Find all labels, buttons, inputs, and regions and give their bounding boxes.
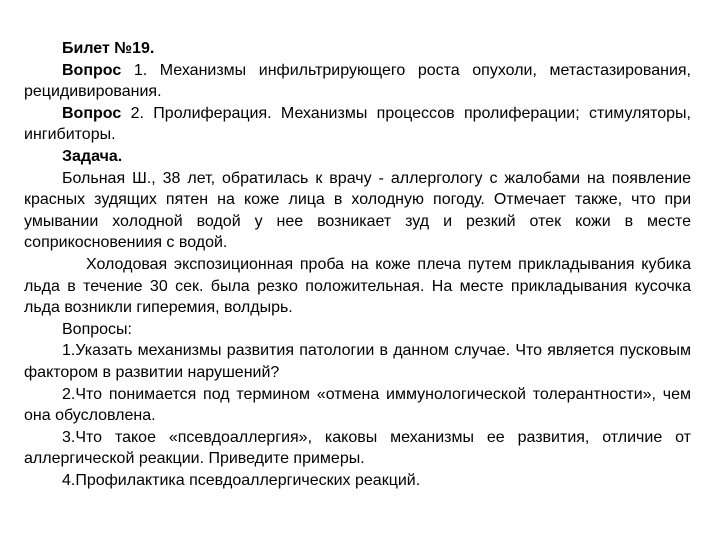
question-item-4: 4.Профилактика псевдоаллергических реакций. [62, 471, 421, 489]
task-paragraph-2: Холодовая экспозиционная проба на коже плеча путем прикладывания кубика льда в течение 30 сек. была резко положительная. На месте прикладывания кусочка льда возникли гиперемия, волдырь. [24, 255, 691, 317]
question-1-number: 1. [133, 61, 148, 79]
question-2 [24, 103, 691, 146]
question-2-number: 2. [130, 104, 144, 122]
question-item-2: 2.Что понимается под термином «отмена иммунологической толерантности», чем она обусловлена. [24, 385, 691, 425]
question-item-1: 1.Указать механизмы развития патологии в данном случае. Что является пусковым фактором в развитии нарушений? [24, 342, 691, 381]
task-paragraph-1: Больная Ш., 38 лет, обратилась к врачу - аллергологу с жалобами на появление красных зудящих пятен на коже лица в холодную погоду. Отмечает также, что при умывании холодной водой у нее возникает зуд и резкий отек кожи в месте соприкосновениия с водой. [24, 169, 691, 252]
task-heading [24, 146, 691, 168]
question-1 [24, 60, 691, 103]
ticket-title-text: Билет №19. [62, 40, 155, 57]
task-heading-text: Задача. [62, 147, 123, 165]
question-1-text: Механизмы инфильтрирующего роста опухоли, метастазирования, рецидивирования. [24, 61, 691, 101]
question-item-3: 3.Что такое «псевдоаллергия», каковы механизмы ее развития, отличие от аллергической реакции. Приведите примеры. [24, 428, 691, 468]
document-page [24, 38, 691, 491]
question-1-label: Вопрос [62, 61, 122, 79]
questions-heading: Вопросы: [62, 320, 132, 338]
ticket-title [24, 38, 691, 60]
question-2-label: Вопрос [62, 104, 122, 122]
question-2-text: Пролиферация. Механизмы процессов пролиферации; стимуляторы, ингибиторы. [24, 104, 691, 144]
